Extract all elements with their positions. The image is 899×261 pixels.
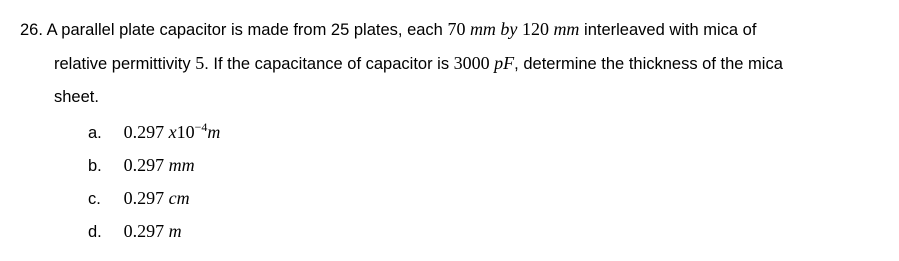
question-text: interleaved with mica of	[579, 21, 757, 39]
option-unit: m	[207, 122, 221, 142]
option-value	[124, 122, 221, 142]
answer-options	[88, 116, 220, 248]
option-c[interactable]	[88, 182, 220, 215]
question-line-3	[20, 80, 890, 114]
question-block	[20, 12, 890, 114]
option-d[interactable]	[88, 215, 220, 248]
option-multiplier: x	[168, 122, 177, 142]
option-value	[124, 221, 182, 241]
option-number: 0.297	[123, 188, 169, 208]
question-line-2	[20, 46, 890, 80]
option-b[interactable]	[88, 149, 220, 182]
option-exponent: −4	[194, 120, 208, 134]
math-number: 120	[521, 19, 549, 39]
option-value	[124, 188, 190, 208]
option-letter: d.	[88, 223, 102, 241]
option-unit: m	[168, 221, 182, 241]
math-capacitance	[454, 53, 515, 73]
math-unit: pF	[494, 53, 515, 73]
question-text: relative permittivity	[54, 55, 196, 73]
option-number: 0.297	[123, 221, 169, 241]
option-base: 10	[176, 122, 195, 142]
math-width	[447, 19, 579, 39]
option-unit: mm	[168, 155, 195, 175]
option-a[interactable]	[88, 116, 220, 149]
question-text: sheet.	[54, 88, 99, 106]
math-unit: mm	[553, 19, 580, 39]
option-value	[124, 155, 195, 175]
question-text: A parallel plate capacitor is made from 25 plates, each	[46, 21, 448, 39]
question-text: , determine the thickness of the mica	[514, 55, 783, 73]
option-letter: b.	[88, 157, 102, 175]
math-permittivity: 5	[195, 53, 205, 73]
option-number: 0.297	[123, 122, 169, 142]
option-number: 0.297	[123, 155, 169, 175]
question-text: . If the capacitance of capacitor is	[204, 55, 454, 73]
option-letter: a.	[88, 124, 102, 142]
question-line-1	[20, 12, 890, 46]
option-unit: cm	[168, 188, 190, 208]
question-number: 26.	[20, 21, 43, 39]
option-letter: c.	[88, 190, 101, 208]
math-number: 3000	[453, 53, 490, 73]
math-number: 70	[447, 19, 466, 39]
math-unit: mm by	[469, 19, 518, 39]
